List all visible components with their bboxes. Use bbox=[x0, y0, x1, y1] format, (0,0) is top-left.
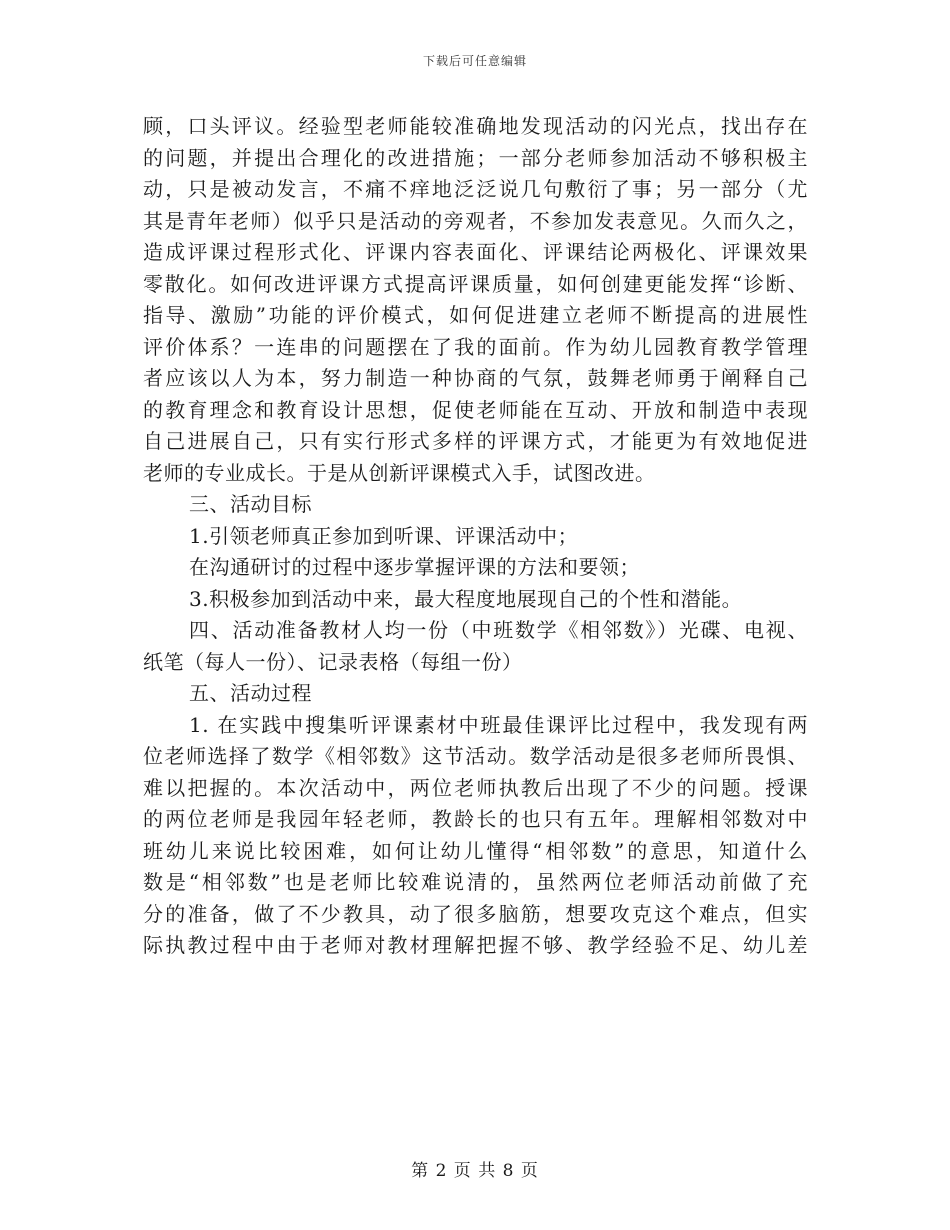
text-line: 位老师选择了数学《相邻数》这节活动。数学活动是很多老师所畏惧、 bbox=[143, 744, 808, 768]
text-line: 的教育理念和教育设计思想，促使老师能在互动、开放和制造中表现 bbox=[143, 397, 808, 422]
text-line: 的两位老师是我园年轻老师，教龄长的也只有五年。理解相邻数对中 bbox=[143, 807, 808, 831]
page-number: 第 2 页 共 8 页 bbox=[411, 1161, 539, 1181]
document-body bbox=[143, 111, 808, 962]
text-line: 数是“相邻数”也是老师比较难说清的，虽然两位老师活动前做了充 bbox=[143, 870, 808, 894]
goal-item: 1.引领老师真正参加到听课、评课活动中； bbox=[189, 523, 579, 548]
text-line: 际执教过程中由于老师对教材理解把握不够、教学经验不足、幼儿差 bbox=[143, 933, 808, 957]
text-line: 纸笔（每人一份）、记录表格（每组一份） bbox=[143, 649, 523, 674]
text-line: 评价体系？一连串的问题摆在了我的面前。作为幼儿园教育教学管理 bbox=[143, 334, 808, 359]
text-line: 1. 在实践中搜集听评课素材中班最佳课评比过程中，我发现有两 bbox=[189, 712, 808, 737]
goal-item: 3.积极参加到活动中来，最大程度地展现自己的个性和潜能。 bbox=[189, 586, 743, 611]
page-header: 下载后可任意编辑 bbox=[422, 54, 527, 68]
text-line: 自己进展自己，只有实行形式多样的评课方式，才能更为有效地促进 bbox=[143, 429, 808, 453]
text-line: 顾，口头评议。经验型老师能较准确地发现活动的闪光点，找出存在 bbox=[143, 114, 808, 138]
text-line: 的问题，并提出合理化的改进措施；一部分老师参加活动不够积极主 bbox=[143, 145, 808, 170]
text-line: 难以把握的。本次活动中，两位老师执教后出现了不少的问题。授课 bbox=[143, 775, 808, 800]
text-line: 指导、激励”功能的评价模式，如何促进建立老师不断提高的进展性 bbox=[143, 303, 808, 327]
text-line: 者应该以人为本，努力制造一种协商的气氛，鼓舞老师勇于阐释自己 bbox=[143, 366, 808, 390]
goal-item: 在沟通研讨的过程中逐步掌握评课的方法和要领； bbox=[189, 555, 640, 579]
text-line: 其是青年老师）似乎只是活动的旁观者，不参加发表意见。久而久之， bbox=[143, 208, 808, 233]
section-heading-process: 五、活动过程 bbox=[189, 681, 312, 705]
section-heading-preparation: 四、活动准备教材人均一份（中班数学《相邻数》）光碟、电视、 bbox=[189, 618, 808, 642]
text-line: 零散化。如何改进评课方式提高评课质量，如何创建更能发挥“诊断、 bbox=[143, 271, 808, 296]
text-line: 造成评课过程形式化、评课内容表面化、评课结论两极化、评课效果 bbox=[143, 240, 808, 264]
text-line: 老师的专业成长。于是从创新评课模式入手，试图改进。 bbox=[143, 460, 656, 485]
text-line: 分的准备，做了不少教具，动了很多脑筋，想要攻克这个难点，但实 bbox=[143, 901, 808, 926]
text-line: 动，只是被动发言，不痛不痒地泛泛说几句敷衍了事；另一部分（尤 bbox=[143, 177, 808, 201]
text-line: 班幼儿来说比较困难，如何让幼儿懂得“相邻数”的意思，知道什么 bbox=[143, 838, 808, 863]
section-heading-goals: 三、活动目标 bbox=[189, 492, 312, 516]
